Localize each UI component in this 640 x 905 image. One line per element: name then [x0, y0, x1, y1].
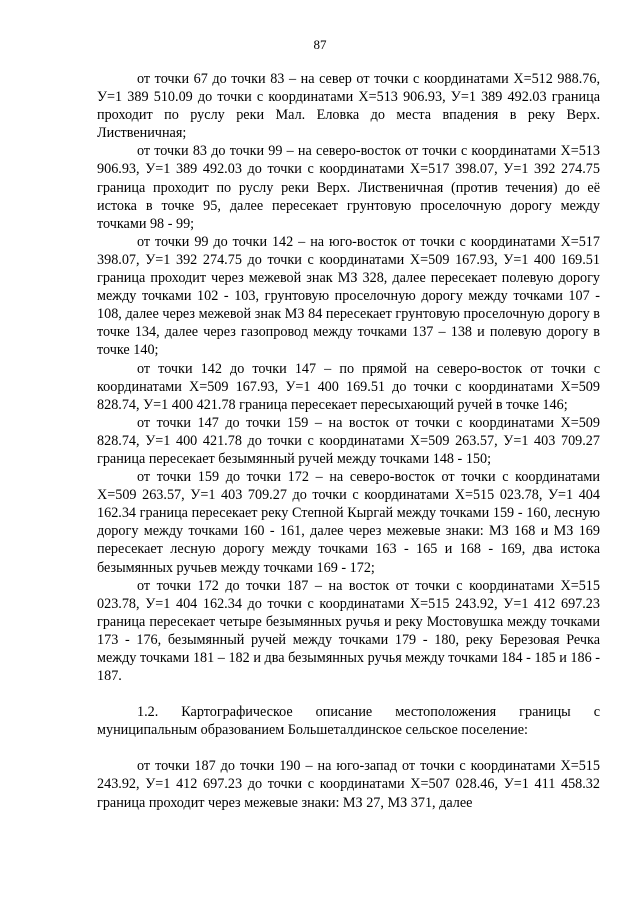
- boundary-paragraph-172-187: от точки 172 до точки 187 – на восток от точки с координатами Х=515 023.78, У=1 404 162.34 до точки с координатами Х=515 243.92, У=1 412 697.23 граница пересекает четыре безымянных ручья и реку Мостовушка между точками 173 - 176, безымянный ручей между точками 179 - 180, реку Березовая Речка между точками 181 – 182 и два безымянных ручья между точками 184 - 185 и 186 - 187.: [97, 577, 600, 685]
- boundary-paragraph-187-190: от точки 187 до точки 190 – на юго-запад от точки с координатами Х=515 243.92, У=1 412 697.23 до точки с координатами Х=507 028.46, У=1 411 458.32 граница проходит через межевые знаки: МЗ 27, МЗ 371, далее: [97, 758, 600, 811]
- boundary-paragraph-99-142: от точки 99 до точки 142 – на юго-восток от точки с координатами Х=517 398.07, У=1 392 274.75 до точки с координатами Х=509 167.93, У=1 400 169.51 граница проходит через межевой знак МЗ 328, далее пересекает полевую дорогу между точками 102 - 103, грунтовую проселочную дорогу между точками 107 - 108, далее через межевой знак МЗ 84 пересекает грунтовую проселочную дорогу в точке 134, далее через газопровод между точками 137 – 138 и полевую дорогу в точке 140;: [97, 233, 600, 359]
- boundary-paragraph-67-83: от точки 67 до точки 83 – на север от точки с координатами Х=512 988.76, У=1 389 510.09 до точки с координатами Х=513 906.93, У=1 389 492.03 граница проходит по руслу реки Мал. Еловка до места впадения в реку Верх. Лиственичная;: [97, 71, 600, 142]
- section-heading: 1.2. Картографическое описание местоположения границы с муниципальным образованием Большеталдинское сельское поселение:: [97, 704, 600, 739]
- boundary-paragraph-147-159: от точки 147 до точки 159 – на восток от точки с координатами Х=509 828.74, У=1 400 421.78 до точки с координатами Х=509 263.57, У=1 403 709.27 граница пересекает безымянный ручей между точками 148 - 150;: [97, 414, 600, 467]
- document-body: [97, 70, 600, 812]
- boundary-paragraph-159-172: от точки 159 до точки 172 – на северо-восток от точки с координатами Х=509 263.57, У=1 403 709.27 до точки с координатами Х=515 023.78, У=1 404 162.34 граница пересекает реку Степной Кыргай между точками 159 - 160, лесную дорогу между точками 160 - 161, далее через межевые знаки: МЗ 168 и МЗ 169 пересекает лесную дорогу между точками 163 - 165 и 168 - 169, два истока безымянных ручьев между точками 169 - 172;: [97, 469, 600, 576]
- boundary-paragraph-142-147: от точки 142 до точки 147 – по прямой на северо-восток от точки с координатами Х=509 167.93, У=1 400 169.51 до точки с координатами Х=509 828.74, У=1 400 421.78 граница пересекает пересыхающий ручей в точке 146;: [97, 360, 600, 413]
- boundary-paragraph-83-99: от точки 83 до точки 99 – на северо-восток от точки с координатами Х=513 906.93, У=1 389 492.03 до точки с координатами Х=517 398.07, У=1 392 274.75 граница проходит по руслу реки Верх. Лиственичная (против течения) до её истока в точке 95, далее пересекает грунтовую проселочную дорогу между точками 98 - 99;: [97, 143, 600, 232]
- page-number: 87: [313, 37, 327, 52]
